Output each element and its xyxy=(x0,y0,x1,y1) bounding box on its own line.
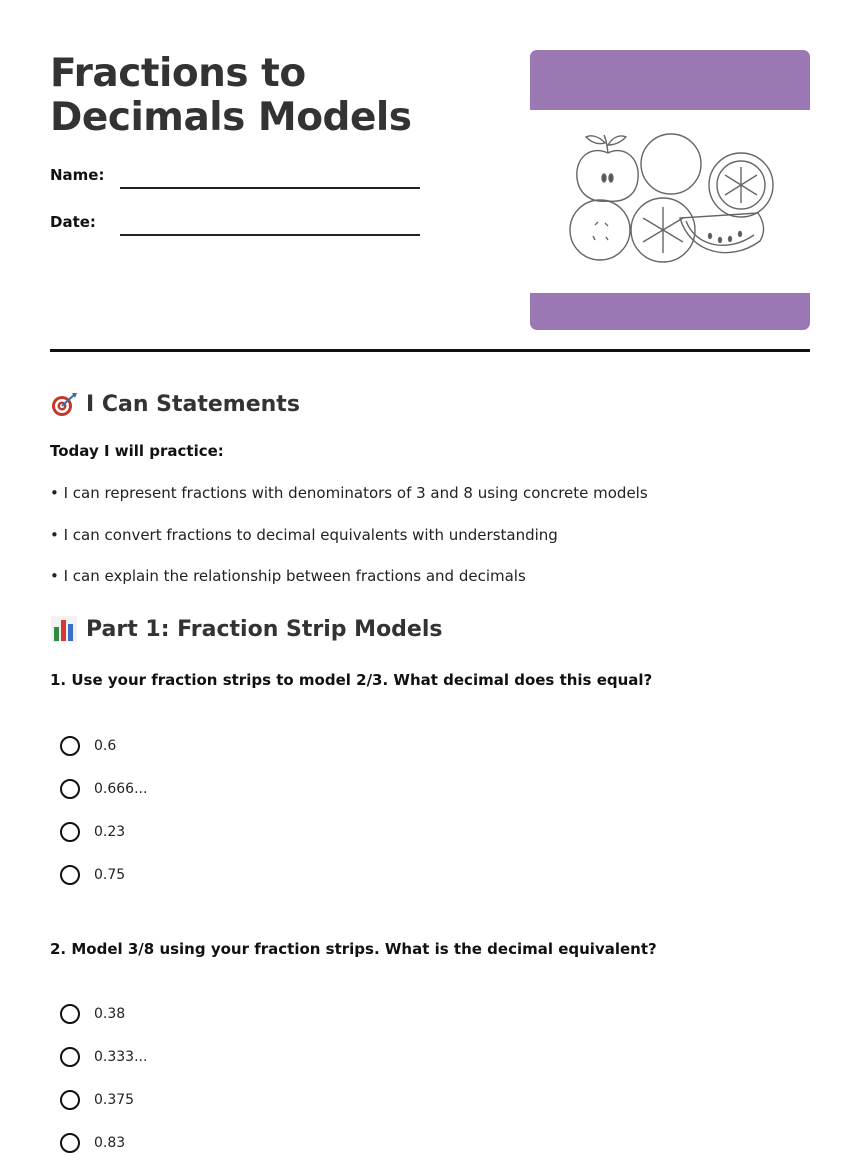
option-label: 0.333... xyxy=(94,1049,148,1065)
name-field[interactable] xyxy=(120,187,420,189)
header-divider xyxy=(50,349,810,352)
option-label: 0.83 xyxy=(94,1135,126,1151)
q1-option-b[interactable] xyxy=(60,779,147,799)
option-label: 0.375 xyxy=(94,1092,135,1108)
page-title: Fractions to Decimals Models xyxy=(50,51,412,140)
radio-button[interactable] xyxy=(60,779,80,799)
name-label: Name: xyxy=(50,166,105,184)
target-icon xyxy=(50,390,78,418)
date-label: Date: xyxy=(50,213,96,231)
radio-button[interactable] xyxy=(60,736,80,756)
q2-option-d[interactable] xyxy=(60,1133,125,1153)
part1-title: Part 1: Fraction Strip Models xyxy=(86,616,443,642)
radio-button[interactable] xyxy=(60,1133,80,1153)
radio-button[interactable] xyxy=(60,822,80,842)
i-can-heading xyxy=(50,390,300,418)
q2-option-a[interactable] xyxy=(60,1004,125,1024)
question-1: 1. Use your fraction strips to model 2/3. What decimal does this equal? xyxy=(50,671,653,689)
date-field[interactable] xyxy=(120,234,420,236)
option-label: 0.6 xyxy=(94,738,117,754)
i-can-statement: • I can explain the relationship between fractions and decimals xyxy=(50,567,526,585)
radio-button[interactable] xyxy=(60,1090,80,1110)
option-label: 0.38 xyxy=(94,1006,126,1022)
question-2: 2. Model 3/8 using your fraction strips. What is the decimal equivalent? xyxy=(50,940,657,958)
radio-button[interactable] xyxy=(60,1004,80,1024)
radio-button[interactable] xyxy=(60,865,80,885)
q2-option-b[interactable] xyxy=(60,1047,147,1067)
i-can-statement: • I can represent fractions with denominators of 3 and 8 using concrete models xyxy=(50,484,648,502)
fruit-drawing-icon xyxy=(560,123,780,273)
q1-option-c[interactable] xyxy=(60,822,125,842)
option-label: 0.23 xyxy=(94,824,126,840)
option-label: 0.666... xyxy=(94,781,148,797)
i-can-title: I Can Statements xyxy=(86,391,300,417)
option-label: 0.75 xyxy=(94,867,126,883)
header-illustration xyxy=(530,50,810,330)
radio-button[interactable] xyxy=(60,1047,80,1067)
practice-intro: Today I will practice: xyxy=(50,442,224,460)
part1-heading xyxy=(50,615,443,643)
q1-option-d[interactable] xyxy=(60,865,125,885)
q2-option-c[interactable] xyxy=(60,1090,134,1110)
q1-option-a[interactable] xyxy=(60,736,116,756)
i-can-statement: • I can convert fractions to decimal equivalents with understanding xyxy=(50,526,558,544)
bar-chart-icon xyxy=(50,615,78,643)
